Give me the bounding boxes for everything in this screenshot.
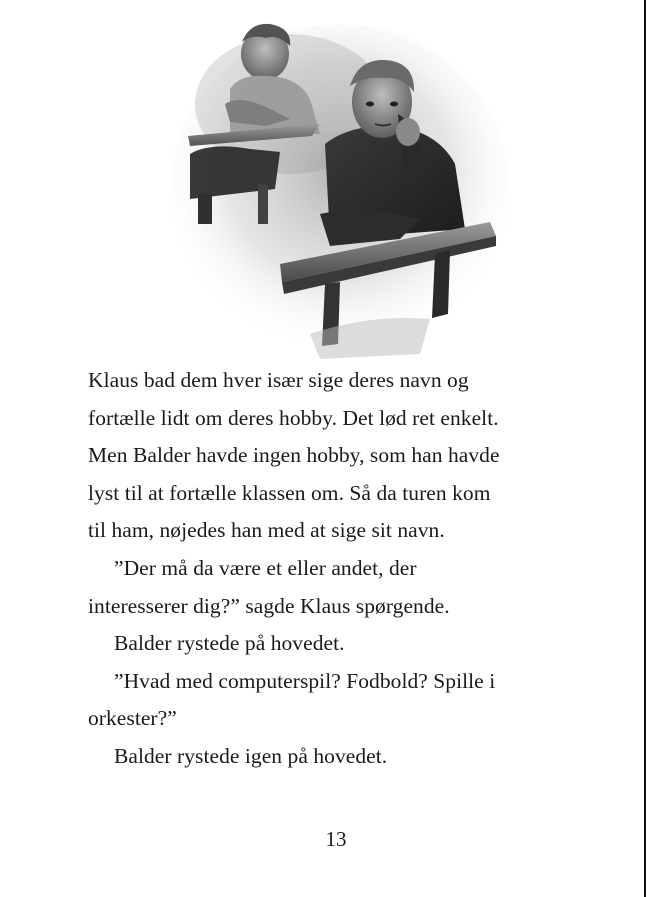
page-edge	[644, 0, 646, 897]
two-boys-at-school-desks-illustration	[170, 14, 510, 359]
text-line: Men Balder havde ingen hobby, som han havde	[88, 443, 500, 468]
body-text	[88, 362, 598, 776]
text-line: til ham, nøjedes han med at sige sit navn.	[88, 518, 445, 543]
text-line: ”Hvad med computerspil? Fodbold? Spille i	[114, 668, 496, 693]
text-line: orkester?”	[88, 706, 177, 731]
text-line: lyst til at fortælle klassen om. Så da turen kom	[88, 480, 491, 505]
text-line: ”Der må da være et eller andet, der	[114, 555, 417, 580]
text-line: Klaus bad dem hver især sige deres navn og	[88, 368, 469, 392]
page-number: 13	[325, 827, 347, 851]
text-line: Balder rystede på hovedet.	[114, 631, 345, 656]
text-line: fortælle lidt om deres hobby. Det lød ret enkelt.	[88, 405, 499, 430]
text-line: interesserer dig?” sagde Klaus spørgende.	[88, 593, 450, 618]
text-line: Balder rystede igen på hovedet.	[114, 743, 388, 768]
